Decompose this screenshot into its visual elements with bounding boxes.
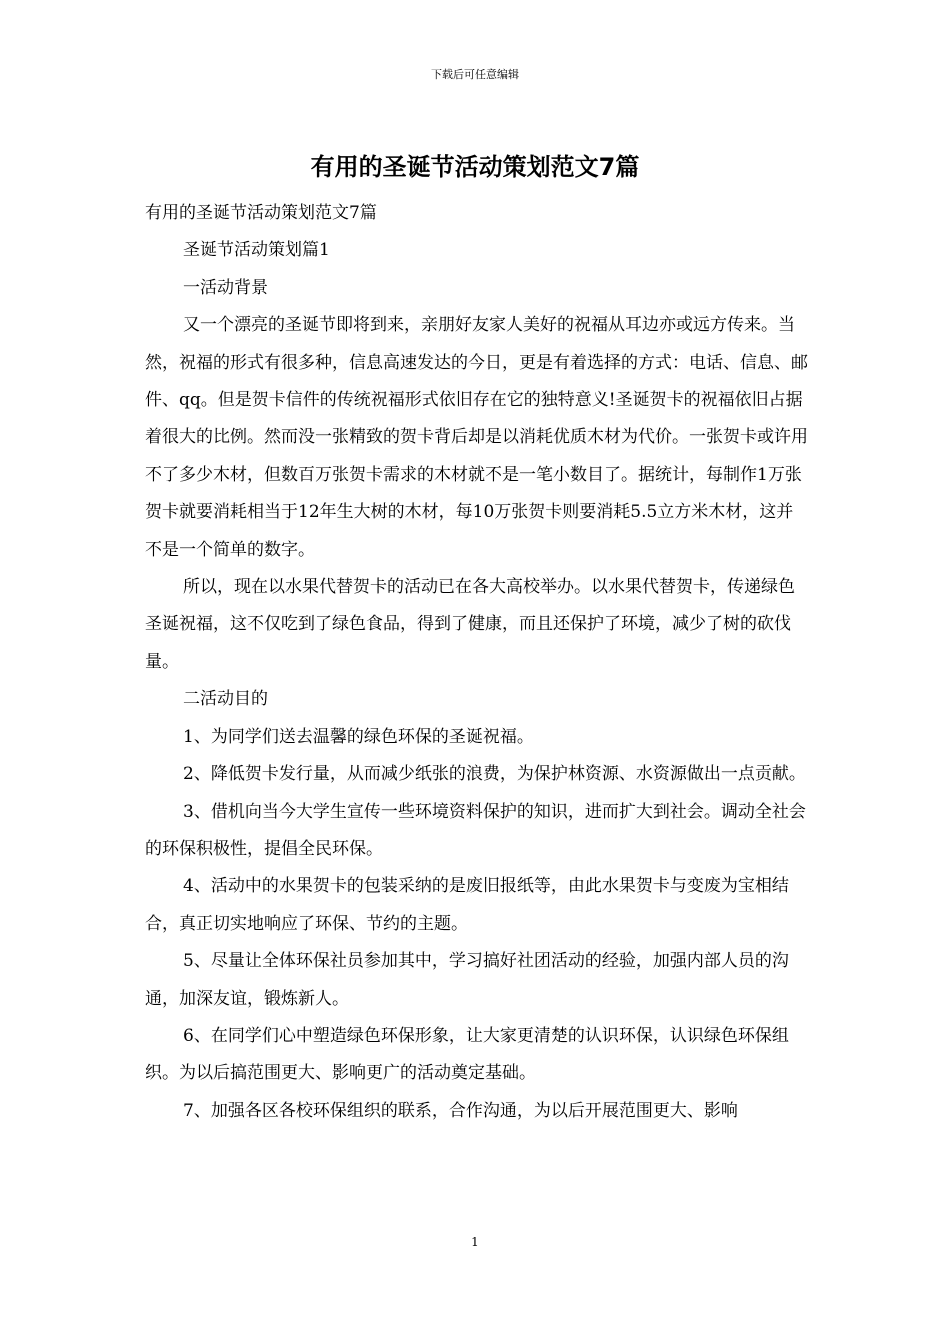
subtitle-paragraph: 有用的圣诞节活动策划范文7篇 — [145, 203, 377, 223]
list-item: 4、活动中的水果贺卡的包装采纳的是废旧报纸等，由此水果贺卡与变废为宝相结合，真正切实地响应了环保、节约的主题。 — [145, 876, 789, 934]
body-paragraph: 又一个漂亮的圣诞节即将到来，亲朋好友家人美好的祝福从耳边亦或远方传来。当然，祝福的形式有很多种，信息高速发达的今日，更是有着选择的方式：电话、信息、邮件、qq。但是贺卡信件的传统祝福形式依旧存在它的独特意义!圣诞贺卡的祝福依旧占据着很大的比例。然而没一张精致的贺卡背后却是以消耗优质木材为代价。一张贺卡或许用不了多少木材，但数百万张贺卡需求的木材就不是一笔小数目了。据统计，每制作1万张贺卡就要消耗相当于12年生大树的木材，每10万张贺卡则要消耗5.5立方米木材，这并不是一个简单的数字。 — [145, 315, 808, 560]
document-body — [145, 195, 809, 1130]
section-heading-purpose: 二活动目的 — [183, 689, 268, 710]
body-paragraph: 所以，现在以水果代替贺卡的活动已在各大高校举办。以水果代替贺卡，传递绿色圣诞祝福，这不仅吃到了绿色食品，得到了健康，而且还保护了环境，减少了树的砍伐量。 — [145, 577, 795, 672]
document-title: 有用的圣诞节活动策划范文7篇 — [310, 153, 640, 181]
list-item: 1、为同学们送去温馨的绿色环保的圣诞祝福。 — [183, 726, 534, 747]
list-item: 5、尽量让全体环保社员参加其中，学习搞好社团活动的经验，加强内部人员的沟通，加深友谊，锻炼新人。 — [145, 951, 789, 1009]
list-item: 2、降低贺卡发行量，从而减少纸张的浪费，为保护林资源、水资源做出一点贡献。 — [183, 764, 806, 785]
page-number: 1 — [471, 1235, 479, 1249]
list-item: 6、在同学们心中塑造绿色环保形象，让大家更清楚的认识环保，认识绿色环保组织。为以后搞范围更大、影响更广的活动奠定基础。 — [145, 1025, 789, 1084]
list-item: 3、借机向当今大学生宣传一些环境资料保护的知识，进而扩大到社会。调动全社会的环保积极性，提倡全民环保。 — [145, 801, 806, 859]
page-header-note: 下载后可任意编辑 — [431, 68, 519, 81]
list-item: 7、加强各区各校环保组织的联系，合作沟通，为以后开展范围更大、影响 — [183, 1100, 738, 1121]
section-heading-part1: 圣诞节活动策划篇1 — [183, 240, 330, 261]
section-heading-background: 一活动背景 — [183, 277, 268, 298]
